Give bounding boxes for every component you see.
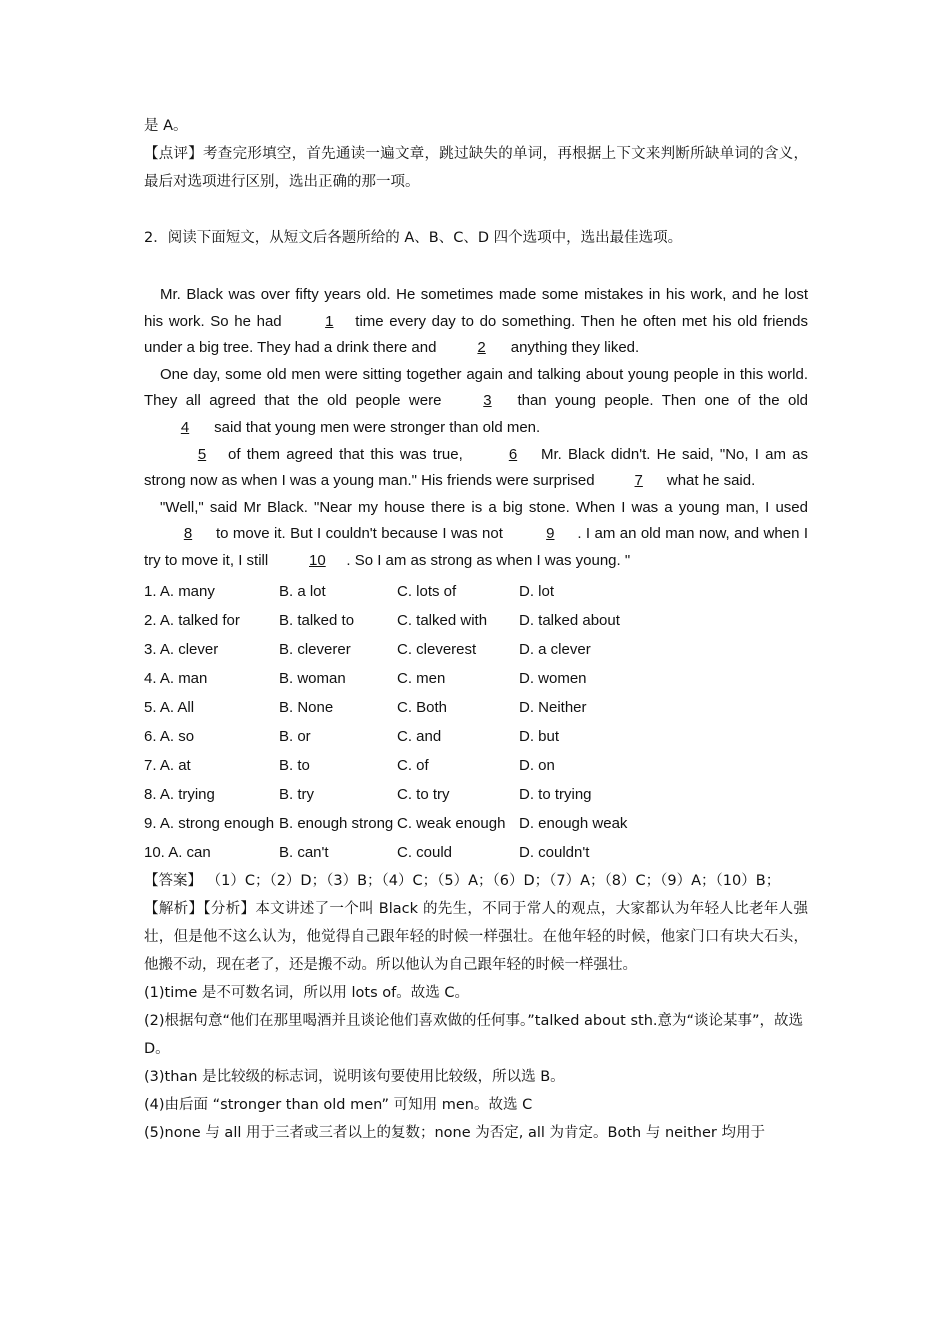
option-d: D. to trying — [519, 785, 592, 803]
blank-2: 2 — [477, 339, 486, 357]
option-row — [144, 838, 808, 867]
option-d: D. on — [519, 756, 555, 774]
passage-paragraph-1: Mr. Black was over fifty years old. He sometimes made some mistakes in his work, and he lost his work. So he had 1 time every day to do something. Then he often met his old friends under a big tree. They had a drink there and 2 anything they liked. — [144, 282, 808, 362]
option-row — [144, 606, 808, 635]
option-b: B. a lot — [279, 582, 326, 600]
option-a: 6. A. so — [144, 727, 195, 745]
option-a: 2. A. talked for — [144, 611, 240, 629]
option-c: C. weak enough — [397, 814, 506, 832]
option-b: B. talked to — [279, 611, 355, 629]
options-list — [144, 577, 808, 867]
option-c: C. talked with — [397, 611, 488, 629]
option-c: C. lots of — [397, 582, 457, 600]
option-row — [144, 809, 808, 838]
document-page — [144, 112, 808, 1147]
option-a: 5. A. All — [144, 698, 195, 716]
comment-paragraph: 【点评】考查完形填空，首先通读一遍文章，跳过缺失的单词，再根据上下文来判断所缺单词的含义，最后对选项进行区别，选出正确的那一项。 — [144, 146, 808, 190]
option-d: D. talked about — [519, 611, 620, 629]
option-d: D. lot — [519, 582, 555, 600]
option-b: B. enough strong — [279, 814, 394, 832]
option-c: C. and — [397, 727, 442, 745]
option-b: B. or — [279, 727, 311, 745]
option-row — [144, 635, 808, 664]
option-a: 10. A. can — [144, 843, 211, 861]
option-d: D. Neither — [519, 698, 587, 716]
blank-8: 8 — [183, 525, 193, 543]
analysis-note-5: (5)none 与 all 用于三者或三者以上的复数；none 为否定, all 为肯定。Both 与 neither 均用于 — [144, 1124, 765, 1141]
option-c: C. of — [397, 756, 429, 774]
blank-5: 5 — [197, 445, 207, 463]
option-a: 7. A. at — [144, 756, 191, 774]
option-d: D. but — [519, 727, 560, 745]
passage-paragraph-3: 5 of them agreed that this was true, 6 Mr. Black didn't. He said, "No, I am as strong now as when I was a young man." His friends were surprised 7 what he said. — [144, 442, 808, 495]
blank-7: 7 — [634, 472, 643, 490]
option-c: C. to try — [397, 785, 450, 803]
option-row — [144, 722, 808, 751]
option-b: B. woman — [279, 669, 346, 687]
question-instruction: 2．阅读下面短文，从短文后各题所给的 A、B、C、D 四个选项中，选出最佳选项。 — [144, 230, 683, 246]
option-b: B. cleverer — [279, 640, 351, 658]
passage-paragraph-2: One day, some old men were sitting together again and talking about young people in this world. They all agreed that the old people were 3 than young people. Then one of the old 4 said that young men were stronger than old men. — [144, 362, 808, 442]
blank-1: 1 — [325, 312, 334, 330]
option-d: D. women — [519, 669, 587, 687]
option-row — [144, 751, 808, 780]
option-c: C. Both — [397, 698, 448, 716]
option-d: D. couldn't — [519, 843, 590, 861]
option-c: C. men — [397, 669, 446, 687]
blank-9: 9 — [546, 525, 555, 543]
option-row — [144, 780, 808, 809]
prev-answer-line: 是 A。 — [144, 118, 188, 134]
option-a: 8. A. trying — [144, 785, 215, 803]
option-c: C. could — [397, 843, 453, 861]
option-b: B. to — [279, 756, 310, 774]
option-b: B. None — [279, 698, 334, 716]
option-b: B. try — [279, 785, 315, 803]
option-d: D. a clever — [519, 640, 591, 658]
blank-3: 3 — [483, 392, 492, 410]
analysis-note-3: (3)than 是比较级的标志词，说明该句要使用比较级，所以选 B。 — [144, 1068, 565, 1085]
option-row — [144, 693, 808, 722]
blank-10: 10 — [309, 551, 326, 569]
option-c: C. cleverest — [397, 640, 477, 658]
analysis-note-1: (1)time 是不可数名词，所以用 lots of。故选 C。 — [144, 984, 469, 1001]
blank-4: 4 — [180, 418, 190, 436]
option-a: 1. A. many — [144, 582, 215, 600]
option-row — [144, 577, 808, 606]
analysis-summary: 【解析】【分析】本文讲述了一个叫 Black 的先生，不同于常人的观点，大家都认为年轻人比老年人强壮，但是他不这么认为，他觉得自己跟年轻的时候一样强壮。在他年轻的时候，他家门口有块大石头，他搬不动，现在老了，还是搬不动。所以他认为自己跟年轻的时候一样强壮。 — [144, 900, 808, 973]
option-d: D. enough weak — [519, 814, 628, 832]
option-a: 9. A. strong enough — [144, 814, 275, 832]
passage-paragraph-4: "Well," said Mr Black. "Near my house there is a big stone. When I was a young man, I used 8 to move it. But I couldn't because I was not 9 . I am an old man now, and when I try to move it, I still 10 . So I am as strong as when I was young. " — [144, 495, 808, 575]
option-a: 4. A. man — [144, 669, 208, 687]
answer-key: 【答案】 （1）C；（2）D；（3）B；（4）C；（5）A；（6）D；（7）A；（8）C；（9）A；（10）B； — [144, 872, 781, 889]
blank-6: 6 — [508, 445, 518, 463]
option-a: 3. A. clever — [144, 640, 219, 658]
option-row — [144, 664, 808, 693]
option-b: B. can't — [279, 843, 329, 861]
analysis-note-4: (4)由后面 “stronger than old men” 可知用 men。故选 C — [144, 1096, 533, 1113]
analysis-note-2: (2)根据句意“他们在那里喝酒并且谈论他们喜欢做的任何事。”talked about sth.意为“谈论某事”，故选 D。 — [144, 1012, 804, 1057]
